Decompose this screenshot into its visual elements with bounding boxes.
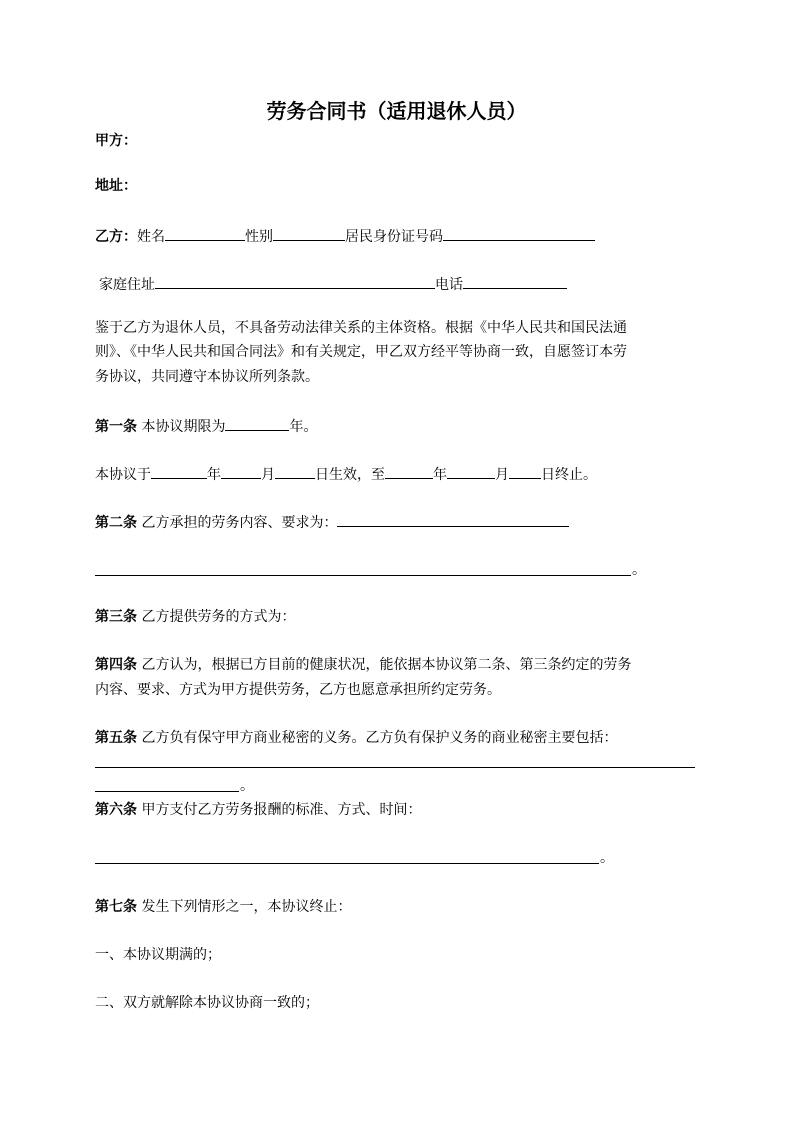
article-2-label: 第二条	[95, 515, 137, 531]
article-2-end: 。	[632, 562, 646, 578]
service-content-blank[interactable]	[337, 511, 569, 527]
start-month-blank[interactable]	[221, 463, 261, 479]
termination-item-1: 一、本协议期满的；	[95, 947, 221, 963]
service-content-blank-2[interactable]	[95, 575, 631, 576]
trade-secret-blank-1[interactable]	[95, 767, 695, 768]
article-3	[95, 607, 295, 627]
preamble-line-1: 鉴于乙方为退休人员，不具备劳动法律关系的主体资格。根据《中华人民共和国民法通	[95, 320, 627, 336]
article-1-text: 本协议期限为	[137, 419, 226, 435]
term-prefix: 本协议于	[95, 467, 151, 483]
article-4-line-2: 内容、要求、方式为甲方提供劳务，乙方也愿意承担所约定劳务。	[95, 682, 501, 698]
address-label-text: 地址：	[95, 178, 137, 194]
start-day-label: 日生效，至	[315, 467, 385, 483]
article-2	[95, 511, 569, 533]
article-6-text: 甲方支付乙方劳务报酬的标准、方式、时间：	[137, 802, 422, 818]
article-7-label: 第七条	[95, 899, 137, 915]
end-year-blank[interactable]	[385, 463, 433, 479]
article-3-text: 乙方提供劳务的方式为：	[137, 609, 296, 625]
article-1	[95, 415, 317, 437]
article-2-text: 乙方承担的劳务内容、要求为：	[137, 515, 338, 531]
document-title: 劳务合同书（适用退休人员）	[266, 99, 527, 123]
preamble-line-3: 务协议，共同遵守本协议所列条款。	[95, 369, 319, 385]
article-1-suffix: 年。	[289, 419, 318, 435]
home-address-blank[interactable]	[155, 273, 435, 289]
article-7-text: 发生下列情形之一，本协议终止：	[137, 899, 352, 915]
phone-blank[interactable]	[463, 273, 567, 289]
article-4-label: 第四条	[95, 657, 137, 673]
article-5-end: 。	[240, 778, 254, 794]
article-1-label: 第一条	[95, 419, 137, 435]
name-blank[interactable]	[165, 225, 245, 241]
end-month-label: 月	[495, 467, 509, 483]
end-day-label: 日终止。	[541, 467, 597, 483]
phone-label: 电话	[435, 277, 463, 293]
start-year-blank[interactable]	[151, 463, 207, 479]
start-month-label: 月	[261, 467, 275, 483]
payment-terms-blank[interactable]	[95, 863, 599, 864]
name-label: 姓名	[137, 229, 165, 245]
article-4-line-1	[95, 655, 631, 675]
id-label: 居民身份证号码	[345, 229, 443, 245]
id-number-blank[interactable]	[443, 225, 595, 241]
party-b-line	[95, 225, 595, 247]
gender-blank[interactable]	[273, 225, 345, 241]
home-address-line	[99, 273, 567, 295]
term-line	[95, 463, 597, 485]
article-3-label: 第三条	[95, 609, 137, 625]
termination-item-2: 二、双方就解除本协议协商一致的；	[95, 995, 319, 1011]
start-year-label: 年	[207, 467, 221, 483]
party-a-label	[95, 131, 137, 151]
gender-label: 性别	[245, 229, 273, 245]
article-6	[95, 800, 421, 820]
article-5-label: 第五条	[95, 730, 137, 746]
start-day-blank[interactable]	[275, 463, 315, 479]
home-address-label: 家庭住址	[99, 277, 155, 293]
end-year-label: 年	[433, 467, 447, 483]
party-b-label: 乙方：	[95, 229, 137, 245]
article-5-text: 乙方负有保守甲方商业秘密的义务。乙方负有保护义务的商业秘密主要包括：	[137, 730, 618, 746]
end-day-blank[interactable]	[509, 463, 541, 479]
article-4-text: 乙方认为，根据已方目前的健康状况，能依据本协议第二条、第三条约定的劳务	[137, 657, 632, 673]
trade-secret-blank-2[interactable]	[95, 791, 239, 792]
address-label	[95, 176, 137, 196]
article-6-end: 。	[600, 850, 614, 866]
article-7	[95, 897, 351, 917]
party-a-label-text: 甲方：	[95, 133, 137, 149]
preamble-line-2: 则》、《中华人民共和国合同法》和有关规定，甲乙双方经平等协商一致，自愿签订本劳	[95, 344, 627, 360]
article-5	[95, 728, 617, 748]
end-month-blank[interactable]	[447, 463, 495, 479]
article-6-label: 第六条	[95, 802, 137, 818]
term-years-blank[interactable]	[225, 415, 289, 431]
